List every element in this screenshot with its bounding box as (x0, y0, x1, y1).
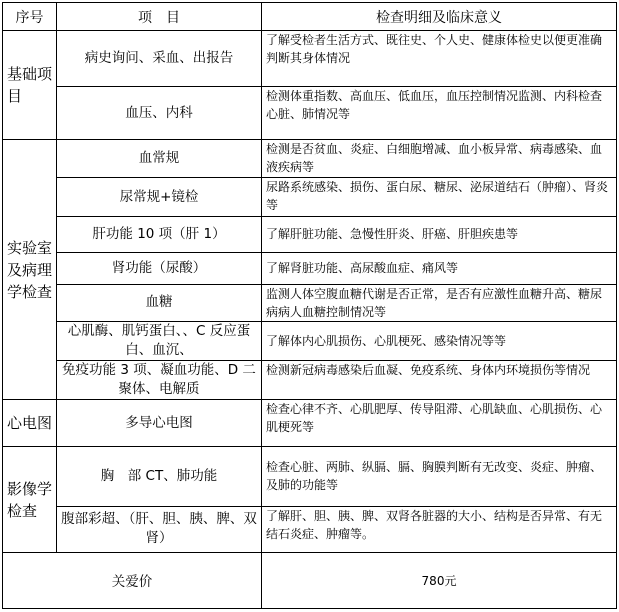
item-cell: 肾功能（尿酸） (57, 252, 262, 284)
table-row (3, 216, 617, 252)
item-cell: 腹部彩超、（肝、胆、胰、脾、双肾） (57, 506, 262, 552)
meaning-cell: 检查心律不齐、心肌肥厚、传导阻滞、心肌缺血、心肌损伤、心肌梗死等 (262, 400, 617, 447)
item-cell: 尿常规+镜检 (57, 178, 262, 216)
item-cell: 胸 部 CT、肺功能 (57, 447, 262, 506)
item-cell: 血糖 (57, 284, 262, 321)
price-label: 关爱价 (3, 552, 262, 608)
item-cell: 多导心电图 (57, 400, 262, 447)
table-row (3, 252, 617, 284)
item-cell: 心肌酶、肌钙蛋白、、C 反应蛋白、血沉、 (57, 321, 262, 360)
price-value: 780元 (262, 552, 617, 608)
header-seq: 序号 (3, 3, 57, 31)
table-row (3, 140, 617, 178)
item-cell: 免疫功能 3 项、凝血功能、D 二聚体、电解质 (57, 361, 262, 400)
meaning-cell: 检查心脏、两肺、纵膈、膈、胸膜判断有无改变、炎症、肿瘤、及肺的功能等 (262, 447, 617, 506)
category-imaging: 影像学检查 (3, 447, 57, 552)
table-row (3, 321, 617, 360)
meaning-cell: 了解肝脏功能、急慢性肝炎、肝癌、肝胆疾患等 (262, 216, 617, 252)
item-cell: 病史询问、采血、出报告 (57, 31, 262, 87)
meaning-cell: 检测体重指数、高血压、低血压，血压控制情况监测、内科检查心脏、肺情况等 (262, 87, 617, 140)
item-cell: 血压、内科 (57, 87, 262, 140)
meaning-cell: 尿路系统感染、损伤、蛋白尿、糖尿、泌尿道结石（肿瘤）、肾炎等 (262, 178, 617, 216)
meaning-cell: 检测新冠病毒感染后血凝、免疫系统、身体内环境损伤等情况 (262, 361, 617, 400)
meaning-cell: 了解受检者生活方式、既往史、个人史、健康体检史以便更准确判断其身体情况 (262, 31, 617, 87)
item-cell: 血常规 (57, 140, 262, 178)
table-row (3, 178, 617, 216)
table-row (3, 361, 617, 400)
table-row (3, 506, 617, 552)
category-basic: 基础项目 (3, 31, 57, 140)
header-meaning: 检查明细及临床意义 (262, 3, 617, 31)
meaning-cell: 了解肝、胆、胰、脾、双肾各脏器的大小、结构是否异常、有无结石炎症、肿瘤等。 (262, 506, 617, 552)
meaning-cell: 了解肾脏功能、高尿酸血症、痛风等 (262, 252, 617, 284)
exam-package-table (2, 2, 617, 609)
header-row (3, 3, 617, 31)
table-row (3, 284, 617, 321)
category-ecg: 心电图 (3, 400, 57, 447)
meaning-cell: 监测人体空腹血糖代谢是否正常，是否有应激性血糖升高、糖尿病病人血糖控制情况等 (262, 284, 617, 321)
meaning-cell: 检测是否贫血、炎症、白细胞增减、血小板异常、病毒感染、血液疾病等 (262, 140, 617, 178)
meaning-cell: 了解体内心肌损伤、心肌梗死、感染情况等等 (262, 321, 617, 360)
item-cell: 肝功能 10 项（肝 1） (57, 216, 262, 252)
category-lab: 实验室及病理学检查 (3, 140, 57, 400)
table-row (3, 31, 617, 87)
header-item: 项 目 (57, 3, 262, 31)
table-row (3, 87, 617, 140)
table-row (3, 447, 617, 506)
price-row (3, 552, 617, 608)
table-row (3, 400, 617, 447)
